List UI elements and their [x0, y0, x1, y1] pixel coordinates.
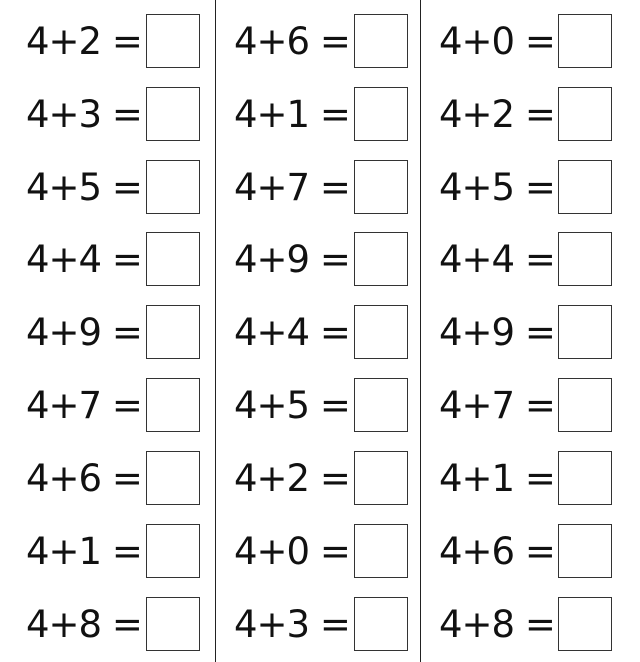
problem-row: [234, 160, 439, 216]
problem-expression: 4+3 =: [26, 93, 142, 136]
problem-row: [26, 305, 231, 361]
problem-row: [26, 451, 231, 507]
problem-expression: 4+7 =: [234, 166, 350, 209]
problem-row: [234, 597, 439, 653]
problem-row: [439, 160, 640, 216]
answer-box[interactable]: [558, 232, 612, 286]
answer-box[interactable]: [146, 597, 200, 651]
problem-row: [234, 305, 439, 361]
problem-expression: 4+8 =: [26, 603, 142, 646]
problem-row: [234, 232, 439, 288]
problem-expression: 4+1 =: [234, 93, 350, 136]
problem-expression: 4+9 =: [26, 311, 142, 354]
answer-box[interactable]: [146, 378, 200, 432]
answer-box[interactable]: [354, 87, 408, 141]
answer-box[interactable]: [558, 597, 612, 651]
problem-expression: 4+9 =: [439, 311, 555, 354]
problem-expression: 4+6 =: [234, 20, 350, 63]
answer-box[interactable]: [558, 524, 612, 578]
answer-box[interactable]: [558, 305, 612, 359]
problem-row: [439, 378, 640, 434]
problem-row: [439, 597, 640, 653]
problem-row: [439, 87, 640, 143]
problem-expression: 4+4 =: [26, 238, 142, 281]
problem-row: [26, 524, 231, 580]
answer-box[interactable]: [146, 305, 200, 359]
problem-expression: 4+2 =: [26, 20, 142, 63]
problem-expression: 4+6 =: [439, 530, 555, 573]
answer-box[interactable]: [354, 232, 408, 286]
answer-box[interactable]: [146, 14, 200, 68]
answer-box[interactable]: [146, 232, 200, 286]
problem-row: [234, 524, 439, 580]
problem-expression: 4+5 =: [26, 166, 142, 209]
problem-expression: 4+4 =: [234, 311, 350, 354]
problem-expression: 4+7 =: [26, 384, 142, 427]
problem-expression: 4+1 =: [439, 457, 555, 500]
answer-box[interactable]: [354, 305, 408, 359]
problem-column: [234, 0, 439, 662]
problem-expression: 4+4 =: [439, 238, 555, 281]
answer-box[interactable]: [354, 597, 408, 651]
problem-row: [26, 160, 231, 216]
problem-column: [26, 0, 231, 662]
problem-expression: 4+0 =: [439, 20, 555, 63]
problem-expression: 4+2 =: [234, 457, 350, 500]
answer-box[interactable]: [146, 451, 200, 505]
problem-expression: 4+0 =: [234, 530, 350, 573]
answer-box[interactable]: [558, 378, 612, 432]
answer-box[interactable]: [558, 160, 612, 214]
answer-box[interactable]: [354, 524, 408, 578]
problem-expression: 4+5 =: [234, 384, 350, 427]
problem-expression: 4+9 =: [234, 238, 350, 281]
problem-row: [439, 14, 640, 70]
problem-expression: 4+6 =: [26, 457, 142, 500]
problem-expression: 4+3 =: [234, 603, 350, 646]
problem-column: [439, 0, 640, 662]
problem-expression: 4+2 =: [439, 93, 555, 136]
answer-box[interactable]: [354, 160, 408, 214]
problem-row: [439, 232, 640, 288]
answer-box[interactable]: [354, 378, 408, 432]
problem-row: [26, 14, 231, 70]
problem-row: [26, 378, 231, 434]
problem-row: [234, 14, 439, 70]
answer-box[interactable]: [146, 160, 200, 214]
problem-expression: 4+1 =: [26, 530, 142, 573]
answer-box[interactable]: [558, 451, 612, 505]
answer-box[interactable]: [558, 87, 612, 141]
problem-row: [26, 232, 231, 288]
problem-row: [234, 87, 439, 143]
problem-row: [439, 305, 640, 361]
problem-expression: 4+5 =: [439, 166, 555, 209]
problem-row: [26, 87, 231, 143]
problem-expression: 4+7 =: [439, 384, 555, 427]
answer-box[interactable]: [146, 87, 200, 141]
problem-row: [26, 597, 231, 653]
answer-box[interactable]: [146, 524, 200, 578]
problem-expression: 4+8 =: [439, 603, 555, 646]
problem-row: [439, 451, 640, 507]
problem-row: [234, 378, 439, 434]
answer-box[interactable]: [354, 451, 408, 505]
answer-box[interactable]: [354, 14, 408, 68]
problem-row: [439, 524, 640, 580]
problem-row: [234, 451, 439, 507]
answer-box[interactable]: [558, 14, 612, 68]
